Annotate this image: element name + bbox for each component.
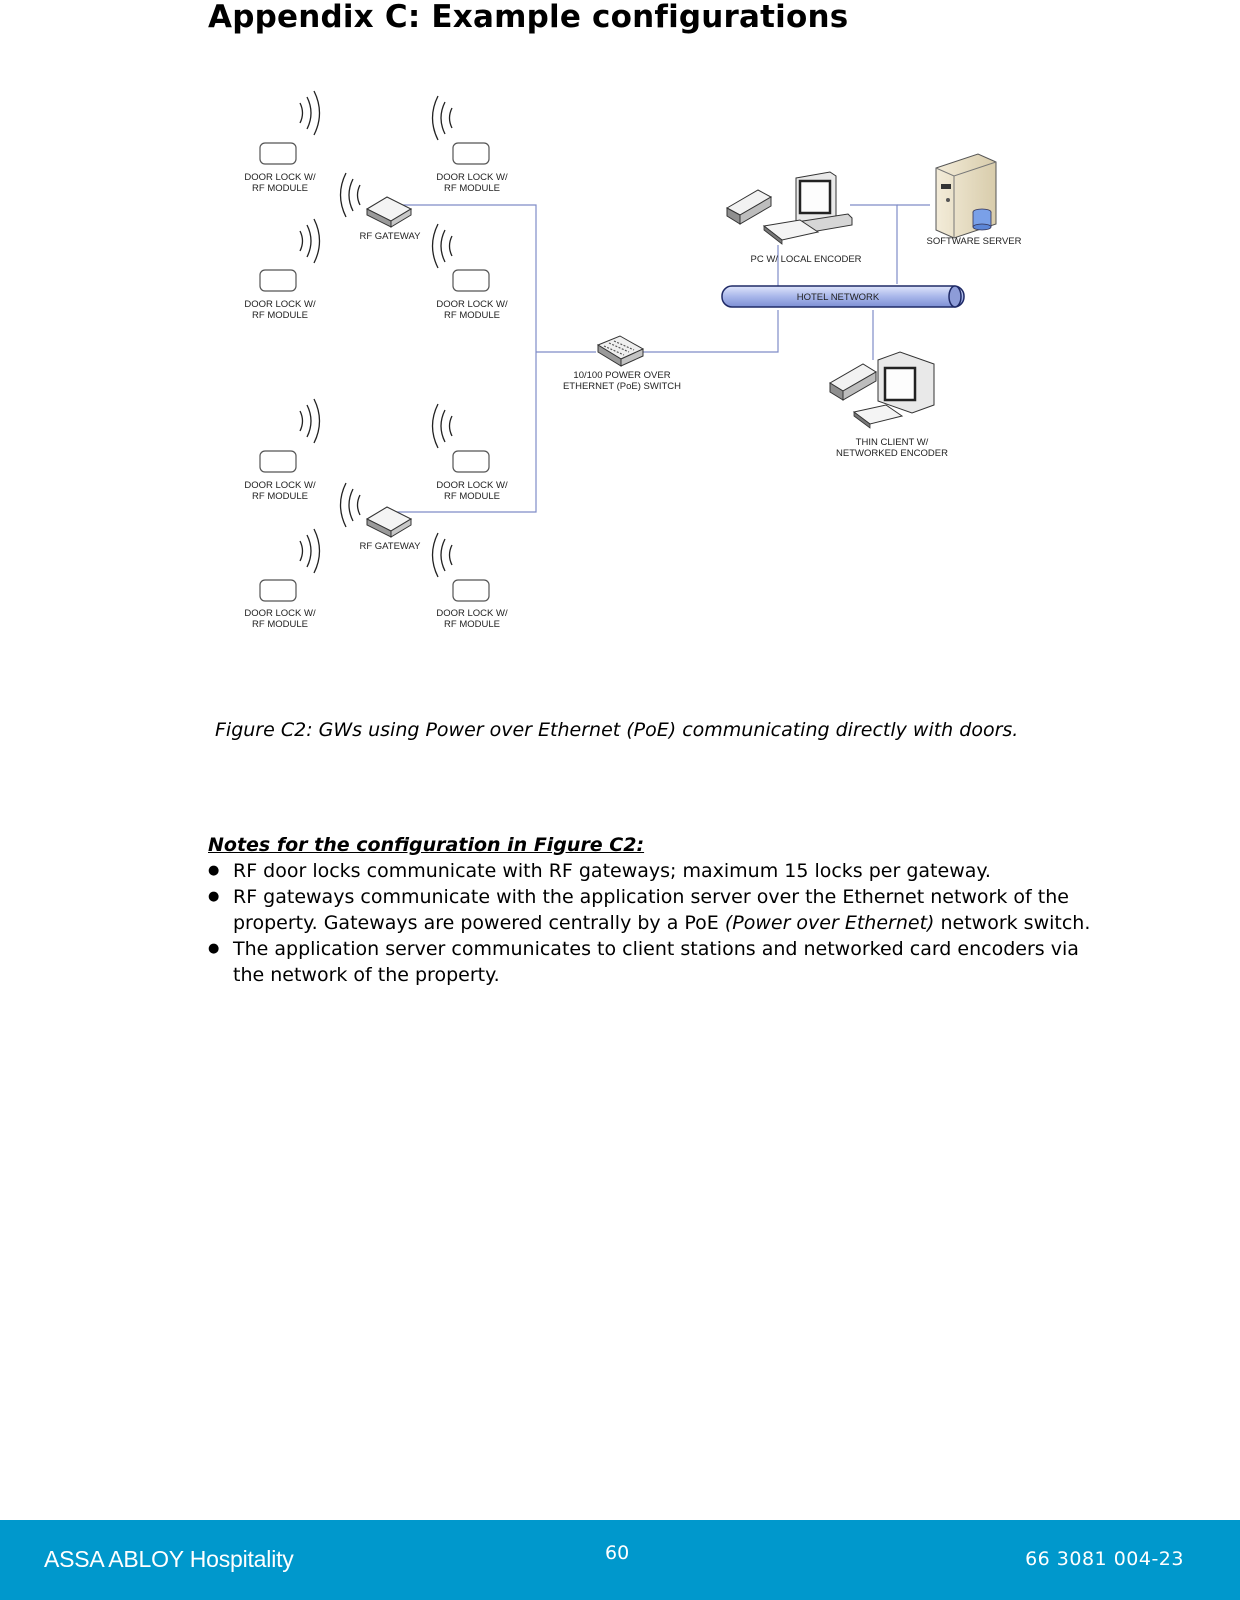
svg-text:RF MODULE: RF MODULE <box>252 310 308 321</box>
svg-text:RF MODULE: RF MODULE <box>252 619 308 630</box>
list-item-text: network switch. <box>940 912 1091 934</box>
figure-caption: Figure C2: GWs using Power over Ethernet (PoE) communicating directly with doors. <box>215 719 1019 741</box>
svg-text:SOFTWARE SERVER: SOFTWARE SERVER <box>926 236 1022 247</box>
svg-text:RF MODULE: RF MODULE <box>444 619 500 630</box>
door-lock-label <box>436 480 508 502</box>
door-lock-icon <box>433 224 490 291</box>
list-item <box>208 936 1103 988</box>
door-lock-label <box>244 480 316 502</box>
svg-text:RF MODULE: RF MODULE <box>252 491 308 502</box>
list-item <box>208 858 1103 884</box>
list-item-text: RF gateways communicate with the application server over the Ethernet network of the property. Gateways are powered centrally by a PoE <box>233 886 1069 934</box>
list-item-text: RF door locks communicate with RF gateways; maximum 15 locks per gateway. <box>233 860 991 882</box>
svg-text:DOOR LOCK W/: DOOR LOCK W/ <box>436 172 508 183</box>
notes-heading: Notes for the configuration in Figure C2: <box>208 834 645 856</box>
list-item <box>208 884 1103 936</box>
svg-text:THIN CLIENT W/: THIN CLIENT W/ <box>855 437 929 448</box>
thin-client-icon <box>830 352 948 459</box>
bullet-icon: ● <box>208 863 220 878</box>
svg-text:DOOR LOCK W/: DOOR LOCK W/ <box>244 480 316 491</box>
door-lock-label <box>436 299 508 321</box>
door-lock-label <box>244 299 316 321</box>
svg-text:RF GATEWAY: RF GATEWAY <box>359 231 421 242</box>
door-lock-label <box>436 172 508 194</box>
svg-text:DOOR LOCK W/: DOOR LOCK W/ <box>436 480 508 491</box>
svg-text:ETHERNET (PoE) SWITCH: ETHERNET (PoE) SWITCH <box>562 381 682 392</box>
software-server-icon <box>926 154 1021 247</box>
page-number: 60 <box>605 1542 630 1564</box>
notes-section <box>208 832 1108 988</box>
rf-gateway-icon <box>341 483 422 552</box>
pc-local-encoder-icon <box>727 172 862 265</box>
svg-text:10/100 POWER OVER: 10/100 POWER OVER <box>573 370 671 381</box>
hotel-network-pipe <box>722 286 964 307</box>
network-diagram <box>0 60 1240 660</box>
svg-text:RF MODULE: RF MODULE <box>444 310 500 321</box>
door-lock-label <box>244 172 316 194</box>
document-number: 66 3081 004-23 <box>1025 1548 1184 1570</box>
svg-text:DOOR LOCK W/: DOOR LOCK W/ <box>436 299 508 310</box>
door-lock-label <box>244 608 316 630</box>
list-item-text: The application server communicates to client stations and networked card encoders via the network of the property. <box>233 938 1079 986</box>
svg-text:RF MODULE: RF MODULE <box>252 183 308 194</box>
door-lock-icon <box>260 529 320 601</box>
svg-text:NETWORKED ENCODER: NETWORKED ENCODER <box>836 448 948 459</box>
door-lock-icon <box>433 533 490 601</box>
svg-text:HOTEL NETWORK: HOTEL NETWORK <box>796 292 880 303</box>
door-lock-label <box>436 608 508 630</box>
svg-text:DOOR LOCK W/: DOOR LOCK W/ <box>244 172 316 183</box>
bullet-icon: ● <box>208 889 220 904</box>
svg-text:RF MODULE: RF MODULE <box>444 183 500 194</box>
rf-gateway-icon <box>341 173 422 242</box>
notes-list <box>208 858 1108 988</box>
poe-switch-icon <box>563 336 681 392</box>
svg-text:DOOR LOCK W/: DOOR LOCK W/ <box>436 608 508 619</box>
page-footer <box>0 1520 1240 1600</box>
list-item-emphasis: (Power over Ethernet) <box>724 912 935 934</box>
door-lock-icon <box>433 404 490 472</box>
svg-text:RF MODULE: RF MODULE <box>444 491 500 502</box>
bullet-icon: ● <box>208 941 220 956</box>
svg-text:PC W/ LOCAL ENCODER: PC W/ LOCAL ENCODER <box>750 254 862 265</box>
door-lock-icon <box>433 96 490 164</box>
svg-text:DOOR LOCK W/: DOOR LOCK W/ <box>244 608 316 619</box>
brand-name: ASSA ABLOY Hospitality <box>44 1546 294 1572</box>
door-lock-icon <box>260 219 320 291</box>
svg-text:DOOR LOCK W/: DOOR LOCK W/ <box>244 299 316 310</box>
page-title: Appendix C: Example configurations <box>208 0 849 35</box>
svg-text:RF GATEWAY: RF GATEWAY <box>359 541 421 552</box>
door-lock-icon <box>260 91 320 164</box>
door-lock-icon <box>260 399 320 472</box>
